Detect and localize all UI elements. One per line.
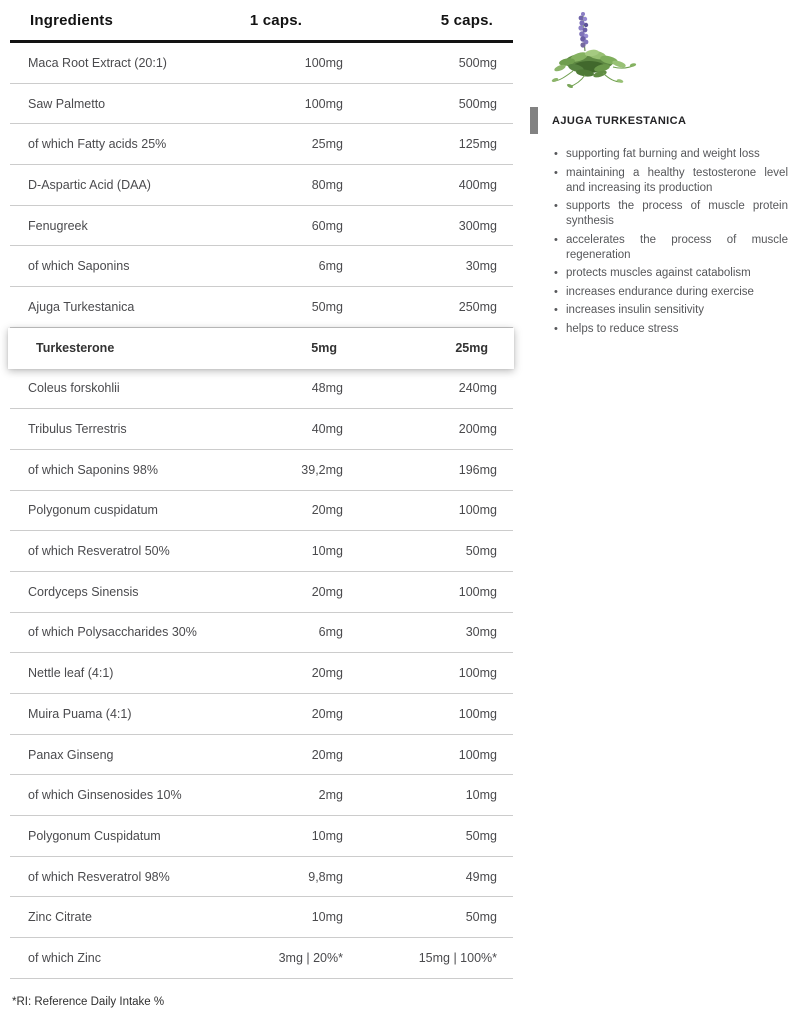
amount-1caps: 80mg: [311, 177, 343, 192]
table-row: [10, 735, 513, 776]
amount-1caps: 2mg: [318, 788, 343, 803]
table-row: [10, 369, 513, 410]
ingredient-name: of which Saponins: [28, 259, 130, 274]
ingredient-name: Zinc Citrate: [28, 910, 92, 925]
table-row: [10, 450, 513, 491]
ingredient-name: Turkesterone: [36, 341, 115, 356]
amount-1caps: 10mg: [311, 910, 343, 925]
ingredient-name: Panax Ginseng: [28, 747, 114, 762]
reference-intake-footnote: *RI: Reference Daily Intake %: [12, 995, 165, 1008]
ingredient-name: Muira Puama (4:1): [28, 706, 132, 721]
benefit-text: maintaining a healthy testosterone level and increasing its production: [566, 166, 788, 194]
table-row: [10, 694, 513, 735]
benefit-item: [553, 303, 788, 318]
ingredient-name: Fenugreek: [28, 218, 88, 233]
amount-5caps: 400mg: [458, 177, 497, 192]
amount-5caps: 250mg: [458, 299, 497, 314]
amount-5caps: 100mg: [458, 584, 497, 599]
amount-5caps: 500mg: [458, 96, 497, 111]
amount-1caps: 10mg: [311, 544, 343, 559]
ingredient-name: Saw Palmetto: [28, 96, 106, 111]
ajuga-info-panel: [530, 0, 790, 1008]
title-accent-bar: [530, 107, 538, 134]
ingredient-name: Tribulus Terrestris: [28, 422, 127, 437]
table-row: [10, 124, 513, 165]
amount-5caps: 100mg: [458, 706, 497, 721]
amount-5caps: 500mg: [458, 55, 497, 70]
amount-1caps: 20mg: [311, 503, 343, 518]
amount-1caps: 9,8mg: [308, 869, 343, 884]
ingredient-name: Nettle leaf (4:1): [28, 666, 114, 681]
amount-5caps: 196mg: [458, 462, 497, 477]
amount-1caps: 5mg: [311, 341, 337, 356]
amount-1caps: 60mg: [311, 218, 343, 233]
column-header-1caps: 1 caps.: [249, 11, 303, 29]
table-row: [10, 206, 513, 247]
amount-1caps: 6mg: [318, 259, 343, 274]
amount-5caps: 15mg | 100%*: [418, 950, 497, 965]
table-row: [10, 613, 513, 654]
ingredient-name: of which Resveratrol 50%: [28, 544, 170, 559]
amount-5caps: 50mg: [465, 828, 497, 843]
ingredient-name: Coleus forskohlii: [28, 381, 120, 396]
amount-1caps: 100mg: [304, 96, 343, 111]
table-row: [10, 409, 513, 450]
table-header-row: [10, 0, 513, 43]
amount-1caps: 25mg: [311, 137, 343, 152]
table-row: [10, 816, 513, 857]
table-row: [10, 43, 513, 84]
benefit-item: [553, 147, 788, 162]
ingredient-name: D-Aspartic Acid (DAA): [28, 177, 151, 192]
benefit-text: increases endurance during exercise: [566, 285, 754, 298]
ingredient-name: of which Fatty acids 25%: [28, 137, 167, 152]
benefit-item: [553, 266, 788, 281]
ingredient-name: of which Zinc: [28, 950, 101, 965]
benefit-item: [553, 322, 788, 337]
amount-5caps: 100mg: [458, 666, 497, 681]
amount-1caps: 10mg: [311, 828, 343, 843]
ingredient-name: of which Saponins 98%: [28, 462, 158, 477]
ingredient-name: Maca Root Extract (20:1): [28, 55, 167, 70]
table-row: [10, 165, 513, 206]
table-row: [10, 531, 513, 572]
benefit-text: accelerates the process of muscle regeneration: [566, 233, 788, 261]
amount-5caps: 49mg: [465, 869, 497, 884]
benefit-text: helps to reduce stress: [566, 322, 679, 335]
benefit-item: [553, 233, 788, 263]
amount-1caps: 20mg: [311, 584, 343, 599]
table-row: [10, 84, 513, 125]
table-row: [10, 246, 513, 287]
leaf-mound: [553, 49, 626, 79]
amount-1caps: 20mg: [311, 706, 343, 721]
amount-5caps: 30mg: [465, 259, 497, 274]
table-row: [10, 287, 513, 328]
table-row: [10, 897, 513, 938]
amount-1caps: 48mg: [311, 381, 343, 396]
ingredient-name: Polygonum Cuspidatum: [28, 828, 161, 843]
info-title: AJUGA TURKESTANICA: [552, 114, 687, 127]
amount-5caps: 25mg: [455, 341, 488, 356]
table-row: [10, 653, 513, 694]
ingredients-table: [10, 0, 513, 1008]
table-row: [10, 491, 513, 532]
amount-1caps: 20mg: [311, 666, 343, 681]
amount-5caps: 100mg: [458, 747, 497, 762]
table-body: [10, 43, 513, 979]
amount-5caps: 240mg: [458, 381, 497, 396]
amount-1caps: 20mg: [311, 747, 343, 762]
ingredient-name: of which Polysaccharides 30%: [28, 625, 197, 640]
benefit-text: increases insulin sensitivity: [566, 304, 705, 316]
column-header-ingredients: Ingredients: [30, 11, 114, 29]
benefit-item: [553, 199, 788, 229]
benefits-list: [553, 147, 788, 337]
amount-5caps: 125mg: [458, 137, 497, 152]
amount-5caps: 50mg: [465, 544, 497, 559]
table-row: [10, 775, 513, 816]
amount-5caps: 300mg: [458, 218, 497, 233]
ingredient-name: of which Resveratrol 98%: [28, 869, 170, 884]
ingredient-name: Ajuga Turkestanica: [28, 299, 135, 314]
amount-1caps: 50mg: [311, 299, 343, 314]
table-row: [10, 572, 513, 613]
amount-5caps: 50mg: [465, 910, 497, 925]
benefit-item: [553, 285, 788, 300]
ingredient-name: Polygonum cuspidatum: [28, 503, 158, 518]
amount-5caps: 200mg: [458, 422, 497, 437]
table-row-highlighted: [8, 328, 514, 369]
column-header-5caps: 5 caps.: [440, 11, 493, 29]
amount-1caps: 3mg | 20%*: [278, 950, 343, 965]
amount-5caps: 30mg: [465, 625, 497, 640]
benefit-item: [553, 166, 788, 196]
table-row: [10, 857, 513, 898]
info-header: [530, 107, 790, 134]
benefit-text: supporting fat burning and weight loss: [566, 148, 760, 160]
ajuga-plant-image: [545, 5, 641, 91]
table-row: [10, 938, 513, 979]
ingredient-name: of which Ginsenosides 10%: [28, 788, 182, 803]
amount-1caps: 39,2mg: [301, 462, 343, 477]
benefit-text: supports the process of muscle protein synthesis: [566, 200, 788, 227]
amount-1caps: 6mg: [318, 625, 343, 640]
amount-5caps: 10mg: [465, 788, 497, 803]
amount-1caps: 40mg: [311, 422, 343, 437]
ingredient-name: Cordyceps Sinensis: [28, 584, 139, 599]
amount-1caps: 100mg: [304, 55, 343, 70]
benefit-text: protects muscles against catabolism: [566, 267, 751, 279]
amount-5caps: 100mg: [458, 503, 497, 518]
